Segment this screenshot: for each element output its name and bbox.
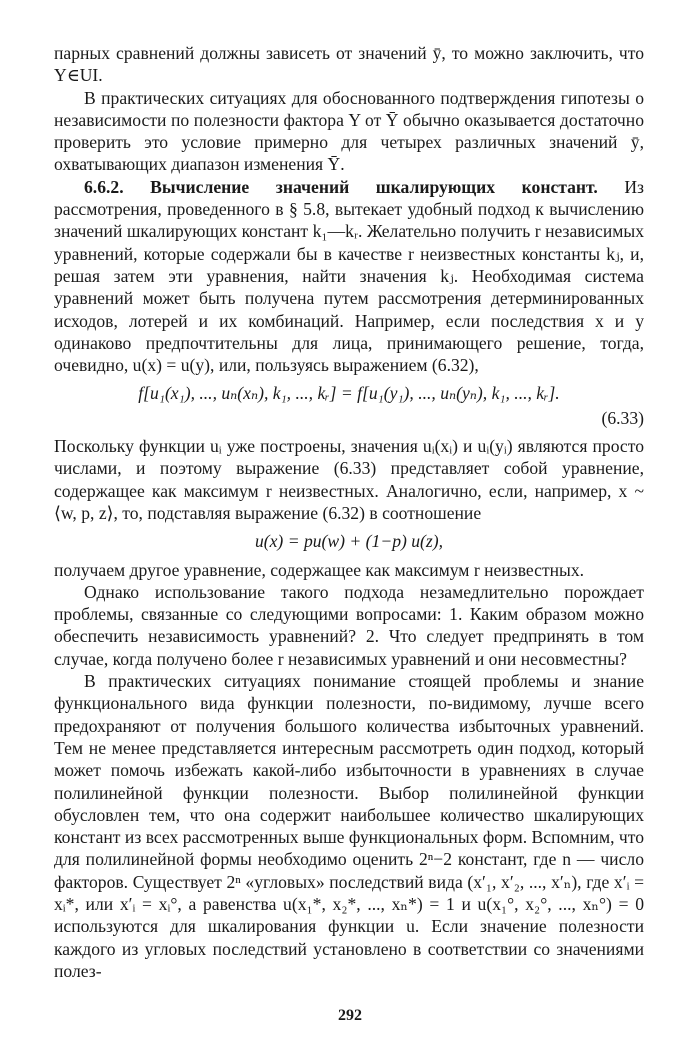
paragraph-2: В практических ситуациях для обоснованного подтверждения гипотезы о независимости по полезности фактора Y от Ȳ обычно оказывается достаточно проверить это условие примерно для четырех различных значений ȳ, охватывающих диапазон изменения Ȳ. bbox=[54, 87, 644, 175]
equation-number: (6.33) bbox=[601, 407, 644, 428]
page-number: 292 bbox=[338, 1007, 362, 1024]
formula-lottery: u(x) = pu(w) + (1−p) u(z), bbox=[254, 531, 444, 552]
paragraph-6: Однако использование такого подхода незамедлительно порождает проблемы, связанные со следующими вопросами: 1. Каким образом можно обеспечить независимость уравнений? 2. Что следует предпринять в том случае, когда получено более r независимых уравнений и они несовместны? bbox=[54, 581, 644, 669]
paragraph-5: получаем другое уравнение, содержащее как максимум r неизвестных. bbox=[54, 559, 585, 580]
paragraph-7: В практических ситуациях понимание стоящей проблемы и знание функционального вида функции полезности, по-видимому, лучше всего предохраняют от получения большого количества избыточных уравнений. Тем не менее представляется интересным рассмотреть один подход, который может помочь избежать какой-либо избыточности в уравнениях в случае полилинейной функции полезности. Выбор полилинейной функции обусловлен тем, что она содержит наибольшее количество шкалирующих констант из всех рассмотренных выше функциональных форм. Вспомним, что для полилинейной формы необходимо оценить 2ⁿ−2 констант, где n — число факторов. Существует 2ⁿ «угловых» последствий вида (x′₁, x′₂, ..., x′ₙ), где x′ᵢ = xᵢ*, или x′ᵢ = xᵢ°, а равенства u(x₁*, x₂*, ..., xₙ*) = 1 и u(x₁°, x₂°, ..., xₙ°) = 0 используются для шкалирования функции u. Если значение полезности каждого из угловых последствий установлено в соответствии со значениями полез- bbox=[54, 671, 644, 981]
formula-6-33: f[u₁(x₁), ..., uₙ(xₙ), k₁, ..., kᵣ] = f[u₁(y₁), ..., uₙ(yₙ), k₁, ..., kᵣ]. bbox=[138, 383, 560, 404]
section-heading: 6.6.2. Вычисление значений шкалирующих констант. bbox=[84, 176, 598, 197]
paragraph-1: парных сравнений должны зависеть от значений ȳ, то можно заключить, что Y∈UI. bbox=[54, 43, 644, 86]
paragraph-4: Поскольку функции uᵢ уже построены, значения uᵢ(xᵢ) и uᵢ(yᵢ) являются просто числами, и поэтому выражение (6.33) представляет собой уравнение, содержащее как максимум r неизвестных. Аналогично, если, например, x ~ ⟨w, p, z⟩, то, подставляя выражение (6.32) в соотношение bbox=[54, 436, 644, 523]
paragraph-3 bbox=[54, 176, 644, 377]
paragraph-3-text: Из рассмотрения, проведенного в § 5.8, вытекает удобный подход к вычислению значений шкалирующих констант k₁—kᵣ. Желательно получить r независимых уравнений, которые содержали бы в качестве r неизвестных константы kⱼ, и, решая затем эти уравнения, найти значения kⱼ. Необходимая система уравнений может быть получена путем рассмотрения детерминированных исходов, лотерей и их комбинаций. Например, если последствия x и y одинаково предпочтительны для лица, принимающего решение, тогда, очевидно, u(x) = u(y), или, пользуясь выражением (6.32), bbox=[54, 176, 644, 376]
